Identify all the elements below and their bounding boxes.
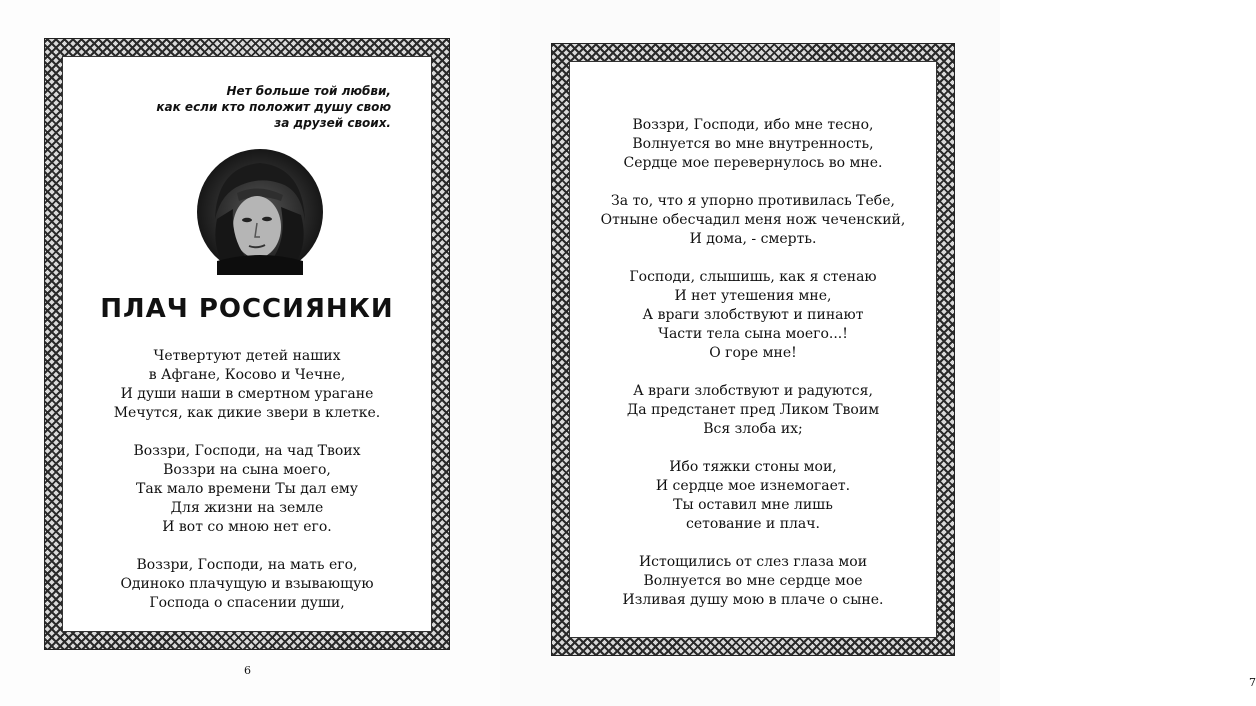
- verse-line: в Афгане, Косово и Чечне,: [148, 367, 346, 383]
- celtic-knot-border: [44, 38, 450, 650]
- verse-line: Мечутся, как дикие звери в клетке.: [113, 405, 381, 421]
- verse-line: А враги злобствуют и пинают: [642, 307, 864, 323]
- page-number: 6: [244, 664, 251, 677]
- verse-line: Истощились от слез глаза мои: [638, 554, 868, 570]
- verse-line: Вся злоба их;: [703, 421, 803, 437]
- stanza: [570, 192, 936, 249]
- verse-line: Ты оставил мне лишь: [673, 497, 833, 513]
- stanza: [570, 458, 936, 534]
- verse-line: Так мало времени Ты дал ему: [136, 481, 358, 497]
- poem-stanzas: [570, 116, 936, 629]
- stanza: [570, 116, 936, 173]
- verse-line: Четвертуют детей наших: [153, 348, 341, 364]
- poem-stanzas: [63, 347, 431, 632]
- epigraph-line: Нет больше той любви,: [226, 84, 391, 98]
- verse-line: Одиноко плачущую и взывающую: [120, 576, 374, 592]
- verse-line: А враги злобствуют и радуются,: [633, 383, 873, 399]
- verse-line: И дома, - смерть.: [689, 231, 817, 247]
- verse-line: О горе мне!: [709, 345, 797, 361]
- verse-line: Для жизни на земле: [170, 500, 324, 516]
- verse-line: Господи, слышишь, как я стенаю: [629, 269, 877, 285]
- page-number: 7: [1249, 676, 1256, 689]
- stanza: [570, 268, 936, 363]
- epigraph: [131, 83, 391, 131]
- verse-line: И нет утешения мне,: [674, 288, 832, 304]
- stanza: [63, 556, 431, 613]
- verse-line: И вот со мною нет его.: [162, 519, 332, 535]
- verse-line: Господа о спасении души,: [149, 595, 345, 611]
- portrait-photo: [197, 149, 323, 275]
- stanza: [63, 442, 431, 537]
- verse-line: Волнуется во мне сердце мое: [643, 573, 863, 589]
- verse-line: Сердце мое перевернулось во мне.: [623, 155, 883, 171]
- stanza: [570, 382, 936, 439]
- verse-line: Ибо тяжки стоны мои,: [669, 459, 837, 475]
- verse-line: Воззри, Господи, на мать его,: [136, 557, 358, 573]
- epigraph-line: как если кто положит душу свою: [156, 100, 391, 114]
- poem-title: ПЛАЧ РОССИЯНКИ: [100, 294, 394, 324]
- verse-line: И души наши в смертном урагане: [120, 386, 374, 402]
- verse-line: Отныне обесчадил меня нож чеченский,: [600, 212, 906, 228]
- right-page: [500, 0, 1256, 706]
- verse-line: Волнуется во мне внутренность,: [632, 136, 874, 152]
- left-page: [0, 0, 500, 706]
- verse-line: сетование и плач.: [686, 516, 820, 532]
- portrait-image: [197, 149, 323, 275]
- verse-line: Изливая душу мою в плаче о сыне.: [622, 592, 884, 608]
- celtic-knot-border: [551, 43, 955, 656]
- page-content: [569, 61, 937, 638]
- page-content: [62, 56, 432, 632]
- verse-line: Воззри, Господи, ибо мне тесно,: [632, 117, 874, 133]
- verse-line: Да предстанет пред Ликом Твоим: [626, 402, 880, 418]
- epigraph-line: за друзей своих.: [274, 116, 391, 130]
- verse-line: Части тела сына моего...!: [658, 326, 848, 342]
- verse-line: Воззри, Господи, на чад Твоих: [133, 443, 361, 459]
- verse-line: За то, что я упорно противилась Тебе,: [611, 193, 895, 209]
- verse-line: И сердце мое изнемогает.: [655, 478, 851, 494]
- stanza: [63, 347, 431, 423]
- verse-line: Воззри на сына моего,: [163, 462, 331, 478]
- stanza: [570, 553, 936, 610]
